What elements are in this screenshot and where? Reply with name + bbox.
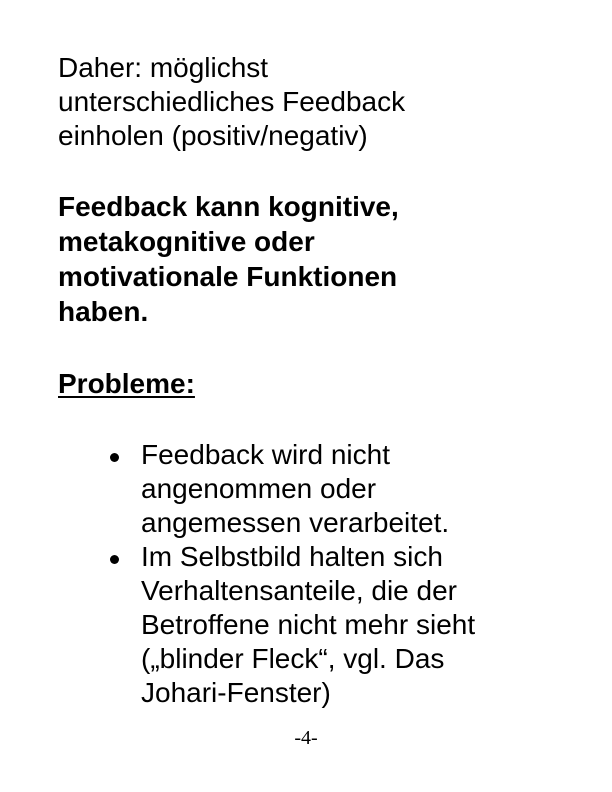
list-item-line: („blinder Fleck“, vgl. Das: [141, 643, 445, 674]
page-number: -4-: [294, 727, 318, 749]
list-item-line: Johari-Fenster): [141, 677, 331, 708]
statement-line: haben.: [58, 296, 149, 327]
bullet-icon: [110, 555, 119, 564]
bullet-icon: [110, 453, 119, 462]
list-item: [0, 540, 612, 710]
problems-heading: Probleme:: [58, 368, 195, 399]
problems-list: [0, 438, 612, 710]
statement-line: motivationale Funktionen: [58, 261, 398, 292]
list-item-line: angemessen verarbeitet.: [141, 507, 450, 538]
intro-paragraph: [58, 51, 578, 153]
intro-line: unterschiedliches Feedback: [58, 86, 406, 117]
list-item: [0, 438, 612, 540]
statement-line: metakognitive oder: [58, 226, 315, 257]
intro-line: einholen (positiv/negativ): [58, 120, 368, 151]
list-item-line: Betroffene nicht mehr sieht: [141, 609, 476, 640]
feedback-functions-statement: [58, 189, 578, 329]
list-item-line: angenommen oder: [141, 473, 377, 504]
statement-line: Feedback kann kognitive,: [58, 191, 399, 222]
list-item-line: Feedback wird nicht: [141, 439, 391, 470]
list-item-line: Im Selbstbild halten sich: [141, 541, 443, 572]
intro-line: Daher: möglichst: [58, 52, 269, 83]
list-item-line: Verhaltensanteile, die der: [141, 575, 457, 606]
